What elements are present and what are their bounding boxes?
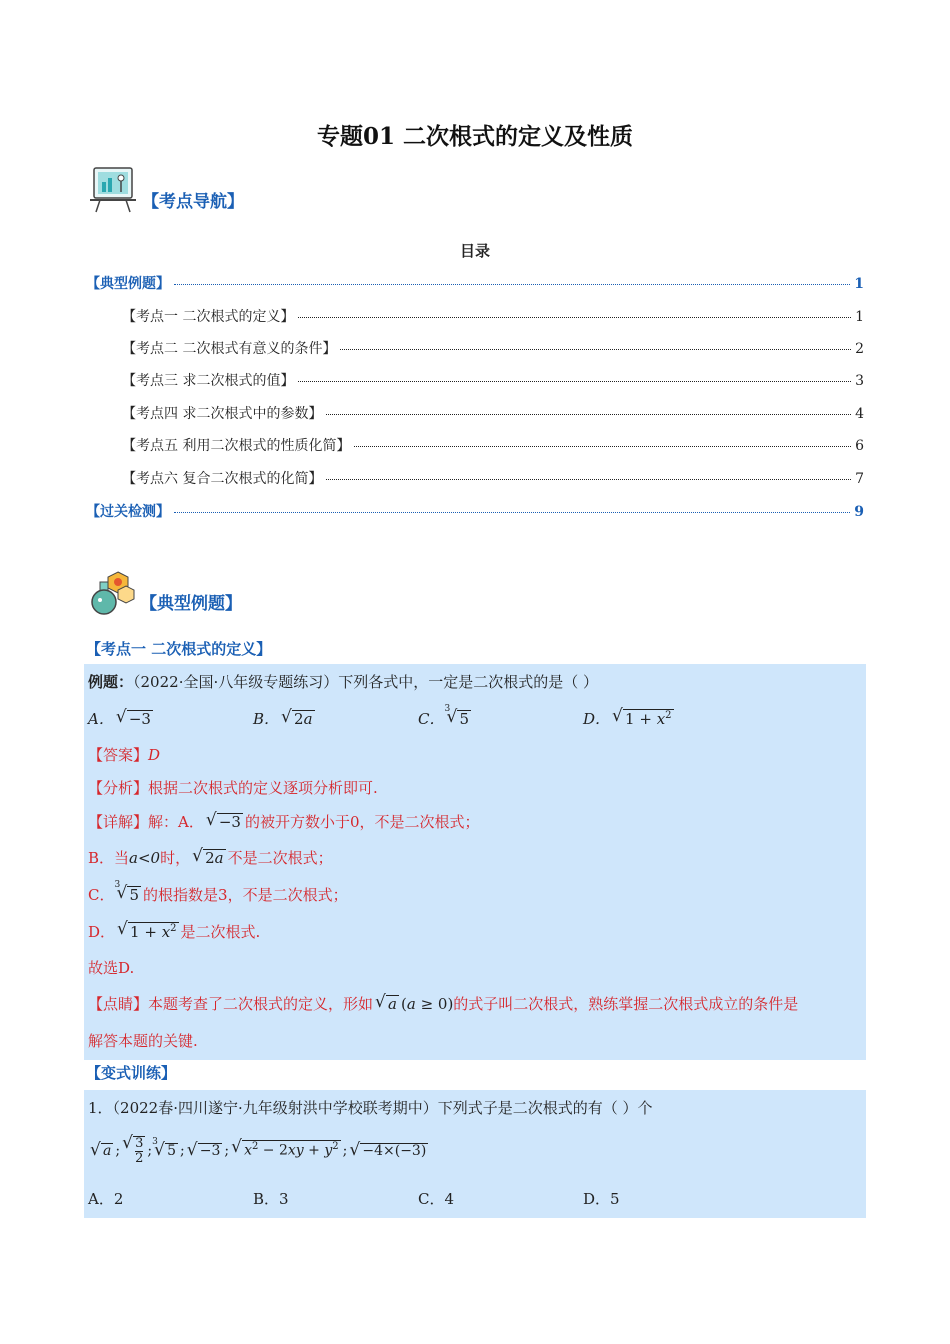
analysis-line: 【分析】根据二次根式的定义逐项分析即可. bbox=[88, 779, 378, 797]
q1-option-c: C．4 bbox=[418, 1190, 455, 1208]
detail-line-d: D．√ $1 + x^2$ 是二次根式. bbox=[88, 921, 260, 942]
toc-item-point3[interactable]: 【考点三 求二次根式的值】 3 bbox=[122, 373, 864, 389]
comment-line: 【点睛】本题考查了二次根式的定义，形如√ a (a ≥ 0)的式子叫二次根式，熟练掌握二次根式成立的条件是 bbox=[88, 993, 798, 1014]
detail-line-c: C． √ 3 5 的根指数是3，不是二次根式； bbox=[88, 884, 348, 905]
example-option-c: C． √ 3 5 bbox=[418, 708, 473, 729]
toc-item-point5[interactable]: 【考点五 利用二次根式的性质化简】 6 bbox=[122, 438, 864, 454]
example-option-d: D．√ $1 + x^2$ bbox=[583, 708, 676, 729]
q1-text: 1．（2022春·四川遂宁·九年级射洪中学校联考期中）下列式子是二次根式的有（ ）个 bbox=[88, 1099, 653, 1117]
lab-flask-icon bbox=[88, 568, 136, 616]
nav-header-label: 【考点导航】 bbox=[142, 192, 244, 212]
detail-line-b: B．当a<0时，√ 2a 不是二次根式； bbox=[88, 847, 333, 868]
examples-header-label: 【典型例题】 bbox=[140, 594, 242, 614]
detail-line-a: 【详解】解：A．√ −3 的被开方数小于0，不是二次根式； bbox=[88, 811, 480, 832]
q1-option-a: A．2 bbox=[88, 1190, 124, 1208]
presentation-board-icon bbox=[88, 164, 138, 214]
toc-item-point6[interactable]: 【考点六 复合二次根式的化简】 7 bbox=[122, 471, 864, 487]
toc-item-check[interactable]: 【过关检测】 9 bbox=[86, 504, 864, 520]
toc-item-point1[interactable]: 【考点一 二次根式的定义】 1 bbox=[122, 309, 864, 325]
example-question: 例题：（2022·全国·八年级专题练习）下列各式中，一定是二次根式的是（ ） bbox=[88, 673, 598, 691]
q1-option-b: B．3 bbox=[253, 1190, 289, 1208]
example-option-b: B．√ 2a bbox=[253, 708, 317, 729]
example-option-a: A．√ −3 bbox=[88, 708, 155, 729]
toc-item-examples[interactable]: 【典型例题】 1 bbox=[86, 276, 864, 292]
point1-label: 【考点一 二次根式的定义】 bbox=[86, 640, 272, 658]
variant-label: 【变式训练】 bbox=[86, 1064, 177, 1082]
toc-item-point2[interactable]: 【考点二 二次根式有意义的条件】 2 bbox=[122, 341, 864, 357]
conclusion-line: 故选D. bbox=[88, 959, 135, 977]
answer-line: 【答案】D bbox=[88, 746, 161, 764]
examples-section-header bbox=[88, 568, 242, 616]
page-title: 专题01 二次根式的定义及性质 bbox=[316, 123, 633, 150]
toc-title: 目录 bbox=[459, 242, 490, 260]
toc-item-point4[interactable]: 【考点四 求二次根式中的参数】 4 bbox=[122, 406, 864, 422]
q1-expressions: √ a ; √ $\frac{3}{2}$ ; √ 3 5 ;√ −3 ;√ $x^2 - 2xy + y^2$ ;√ −4×(−3) bbox=[88, 1136, 430, 1165]
comment-line-2: 解答本题的关键. bbox=[88, 1032, 198, 1050]
q1-option-d: D．5 bbox=[583, 1190, 620, 1208]
nav-section-header bbox=[88, 164, 244, 214]
